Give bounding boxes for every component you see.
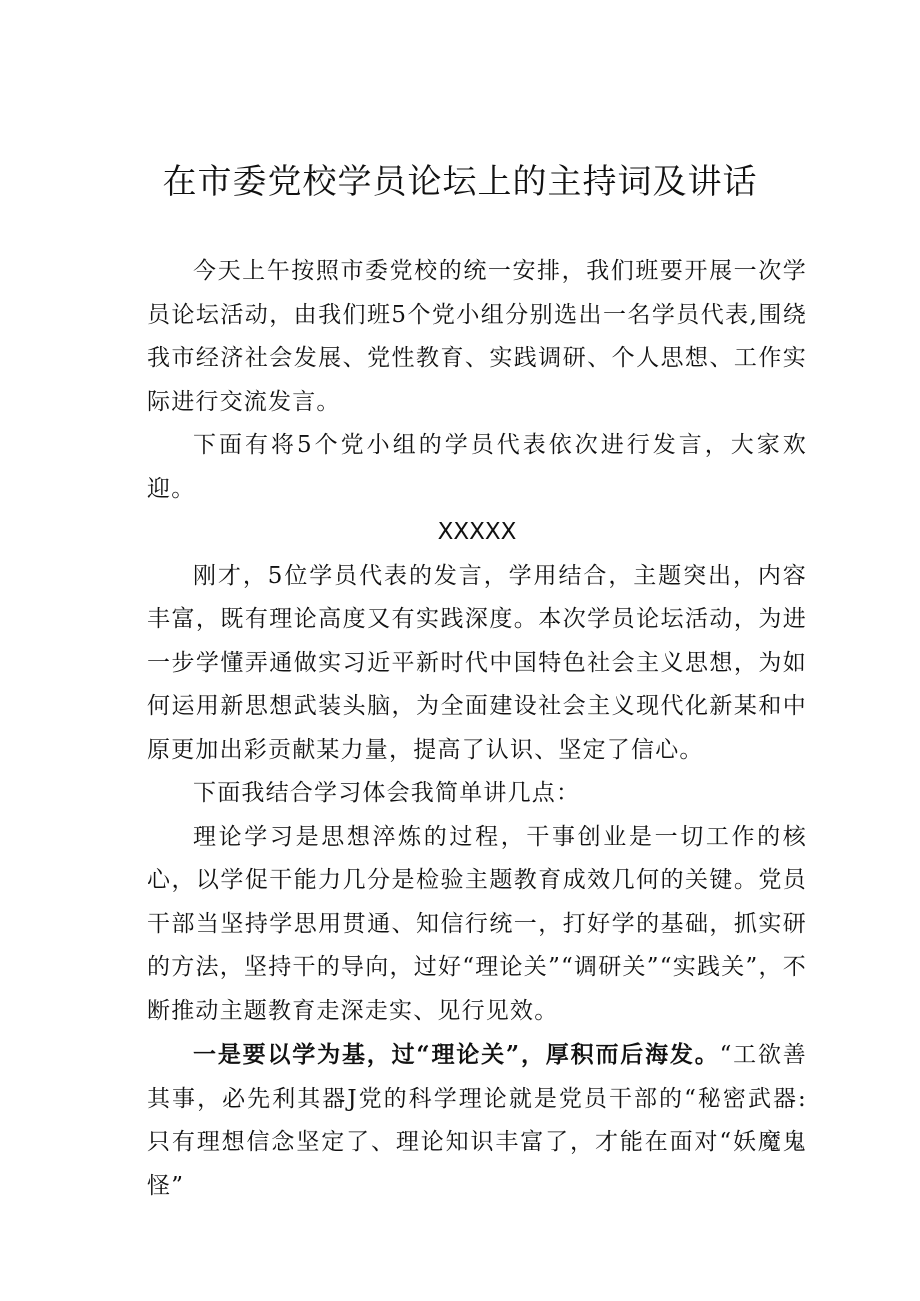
point-one-heading: 一是要以学为基，过“理论关”，厚积而后海发。 <box>193 1041 720 1068</box>
paragraph-point-one <box>147 1033 807 1208</box>
paragraph-intro: 今天上午按照市委党校的统一安排，我们班要开展一次学员论坛活动，由我们班5个党小组分别选出一名学员代表,围绕我市经济社会发展、党性教育、实践调研、个人思想、工作实际进行交流发言。 <box>147 258 807 415</box>
paragraph-summary: 刚才，5位学员代表的发言，学用结合，主题突出，内容丰富，既有理论高度又有实践深度。本次学员论坛活动，为进一步学懂弄通做实习近平新时代中国特色社会主义思想，为如何运用新思想武装头脑，为全面建设社会主义现代化新某和中原更加出彩贡献某力量，提高了认识、坚定了信心。 <box>147 562 807 763</box>
speaker-placeholder: XXXXX <box>437 519 517 545</box>
paragraph-announcement: 下面有将5个党小组的学员代表依次进行发言，大家欢迎。 <box>147 432 807 502</box>
document-title: 在市委党校学员论坛上的主持词及讲话 <box>162 162 758 202</box>
paragraph-transition: 下面我结合学习体会我简单讲几点： <box>193 780 581 806</box>
paragraph-theory: 理论学习是思想淬炼的过程，干事创业是一切工作的核心，以学促干能力几分是检验主题教育成效几何的关键。党员干部当坚持学思用贯通、知信行统一，打好学的基础，抓实研的方法，坚持干的导向，过好“理论关”“调研关”“实践关”，不断推动主题教育走深走实、见行见效。 <box>147 823 807 1024</box>
point-one-text: “工欲善其事，必先利其器J党的科学理论就是党员干部的“秘密武器:只有理想信念坚定了、理论知识丰富了，才能在面对“妖魔鬼怪” <box>147 1042 808 1199</box>
document-body <box>147 250 807 1208</box>
